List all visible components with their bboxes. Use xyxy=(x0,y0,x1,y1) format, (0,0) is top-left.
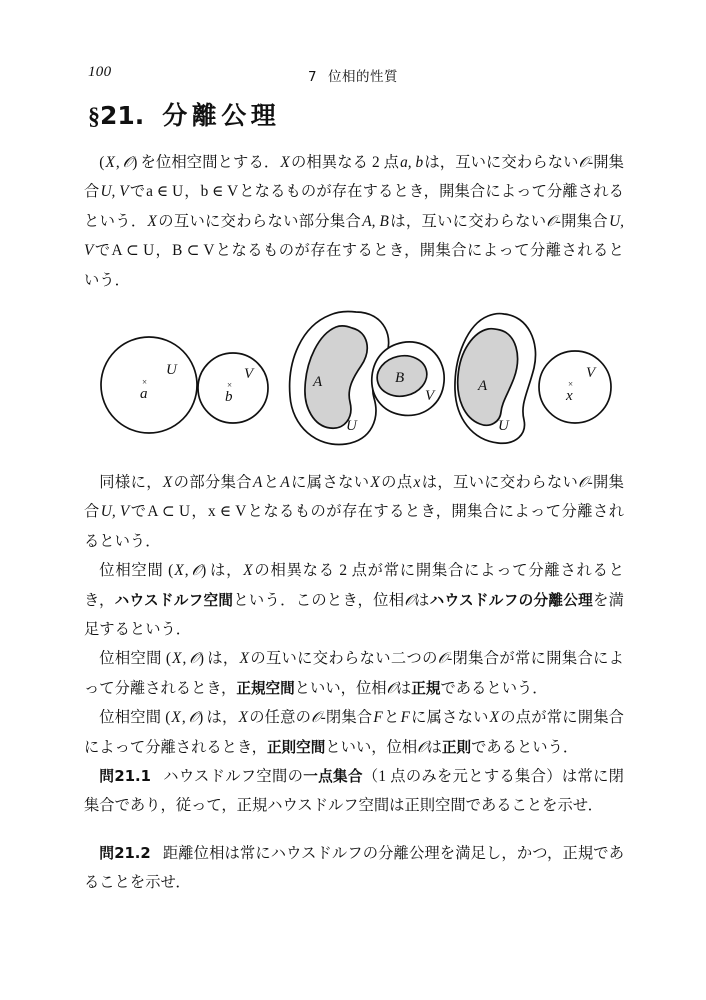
term-normal: 正規 xyxy=(411,679,441,697)
math-O-4: 𝒪 xyxy=(578,474,588,491)
p2-t7: -開集合 xyxy=(84,474,624,521)
math-UV-1: U, V xyxy=(100,183,129,201)
paragraph-block-definitions xyxy=(84,148,624,295)
math-F-1: F xyxy=(373,709,383,727)
math-X-9: X xyxy=(239,650,249,668)
math-UV-2: U, V xyxy=(84,212,624,260)
math-F-2: F xyxy=(400,709,410,727)
term-normal-space: 正規空間 xyxy=(236,679,295,697)
p1-t11: で xyxy=(94,242,111,260)
math-x-1: x xyxy=(413,474,421,491)
problem-1-text-b: （1 点のみを元とする集合）は常に閉集合であり，従って，正規ハウスドルフ空間は正則空間であることを示せ． xyxy=(84,768,624,815)
chapter-heading xyxy=(88,65,618,85)
math-b-in-V: b ∈ V xyxy=(200,183,239,201)
chapter-number: 7 xyxy=(307,69,318,85)
p5-t7: の点が常に開集合によって分離されるとき， xyxy=(84,709,624,756)
math-X-5: X xyxy=(370,474,380,491)
paragraph-3-hausdorff: 位相空間 (X, 𝒪) は，Xの相異なる 2 点が常に開集合によって分離されるとき，ハウスドルフ空間という．このとき，位相𝒪はハウスドルフの分離公理を満足するという． xyxy=(84,562,624,639)
p1-t7: となるものが存在するとき，開集合によって分離されるという． xyxy=(84,183,624,230)
math-A-4: A xyxy=(252,474,263,491)
label-a-point: a xyxy=(140,386,148,402)
math-O-10: 𝒪 xyxy=(188,709,199,727)
p4-t2: は， xyxy=(206,650,239,668)
math-O-8: 𝒪 xyxy=(437,650,448,668)
math-O-9: 𝒪 xyxy=(386,679,396,697)
p5-t9: は xyxy=(426,738,442,756)
p2-t9: となるものが存在するとき，開集合によって分離されるという． xyxy=(84,503,624,550)
label-B-panel2: B xyxy=(395,370,405,386)
p1-t12: となるものが存在するとき，開集合によって分離されるという． xyxy=(84,242,624,289)
paragraph-block-spaces xyxy=(84,468,624,762)
section-number: 21. xyxy=(100,101,145,130)
p1-t1: を位相空間とする． xyxy=(140,154,280,171)
paragraph-2 xyxy=(84,468,624,556)
p5-t1: 位相空間 ( xyxy=(99,709,171,727)
math-A-sub-U-2: A ⊂ U xyxy=(147,503,190,521)
math-X-7: X xyxy=(243,562,253,580)
p5-t5: と xyxy=(383,709,400,727)
section-name: 分離公理 xyxy=(162,101,281,130)
math-ab: a, b xyxy=(400,154,424,171)
p1-t9: は，互いに交わらない xyxy=(389,212,547,230)
p5-t4: -閉集合 xyxy=(320,709,373,727)
p2-t1: 同様に， xyxy=(99,474,162,491)
p1-t6b: ， xyxy=(155,242,172,260)
label-A-panel2: A xyxy=(313,374,323,390)
p1-t6: ， xyxy=(184,183,200,201)
math-X-4: X xyxy=(162,474,173,491)
paragraph-4-normal: 位相空間 (X, 𝒪) は，Xの互いに交わらない二つの𝒪-閉集合が常に開集合によって分離されるとき，正規空間といい，位相𝒪は正規であるという． xyxy=(84,650,624,697)
figure-panel-points xyxy=(101,337,268,433)
p4-t6: は xyxy=(395,679,412,697)
problem-1-text-a: ハウスドルフ空間の xyxy=(162,768,304,785)
label-V-panel1: V xyxy=(244,366,254,382)
p4-t1: 位相空間 ( xyxy=(99,650,171,668)
p2-t8: で xyxy=(130,503,147,521)
problem-label-2: 問 xyxy=(99,844,115,862)
running-head xyxy=(88,64,618,86)
problem-21-1 xyxy=(84,762,624,821)
term-regular: 正則 xyxy=(441,738,472,756)
label-x-point: x xyxy=(566,388,573,404)
p3-t5: は xyxy=(413,591,430,609)
term-hausdorff-space: ハウスドルフ空間 xyxy=(114,591,234,609)
paragraph-5-regular: 位相空間 (X, 𝒪) は，Xの任意の𝒪-閉集合FとFに属さないXの点が常に開集合によって分離されるとき，正則空間といい，位相𝒪は正則であるという． xyxy=(84,709,624,756)
math-O-7: 𝒪 xyxy=(189,650,199,668)
page-number: 100 xyxy=(88,64,112,80)
math-X-10: X xyxy=(171,709,181,727)
mark-b-cross: × xyxy=(227,380,233,390)
label-b-point: b xyxy=(225,389,233,405)
math-X-12: X xyxy=(489,709,500,727)
math-A-sub-U: A ⊂ U xyxy=(111,242,155,260)
math-O-6: 𝒪 xyxy=(404,591,414,609)
math-X-1: X xyxy=(105,154,115,171)
label-V-panel3: V xyxy=(586,365,596,381)
math-O-3: 𝒪 xyxy=(546,212,556,230)
math-X-11: X xyxy=(238,709,248,727)
math-O-11: 𝒪 xyxy=(311,709,321,727)
math-O-12: 𝒪 xyxy=(417,738,427,756)
term-hausdorff-axiom: ハウスドルフの分離公理 xyxy=(429,591,594,609)
math-O-2: 𝒪 xyxy=(578,154,589,171)
math-A-5: A xyxy=(280,474,290,491)
p4-t3: の互いに交わらない二つの xyxy=(250,650,438,668)
section-sign: § xyxy=(88,104,100,130)
math-a-in-U: a ∈ U xyxy=(146,183,184,201)
math-X-6: X xyxy=(174,562,184,580)
p2-t3: と xyxy=(263,474,280,491)
p1-t10: -開集合 xyxy=(555,212,609,230)
label-V-panel2: V xyxy=(425,388,435,404)
figure-panel-set-point xyxy=(455,314,611,444)
label-U-panel3: U xyxy=(498,418,509,434)
p3-t6: を満足するという． xyxy=(84,591,624,639)
math-B-sub-V: B ⊂ V xyxy=(172,242,215,260)
p2-t5: の点 xyxy=(380,474,413,491)
p5-t6: に属さない xyxy=(410,709,489,727)
circle-V-panel1 xyxy=(198,353,268,423)
p4-t4: -閉集合が常に開集合によって分離されるとき， xyxy=(84,650,624,697)
math-X-2: X xyxy=(280,154,290,171)
p2-t2: の部分集合 xyxy=(173,474,252,491)
problem-number-2: 21.2 xyxy=(114,844,151,862)
math-UV-3: U, V xyxy=(100,503,130,521)
label-U-panel1: U xyxy=(166,362,177,378)
math-AB: A, B xyxy=(362,212,389,230)
mark-x-cross: × xyxy=(568,379,574,389)
separation-diagram xyxy=(84,298,629,458)
problem-block xyxy=(84,762,624,898)
p5-t3: の任意の xyxy=(249,709,312,727)
chapter-title: 位相的性質 xyxy=(328,69,399,85)
figure-panel-sets xyxy=(290,311,445,444)
p3-t1: 位相空間 ( xyxy=(99,562,174,580)
label-U-panel2: U xyxy=(346,418,357,434)
math-X-8: X xyxy=(172,650,182,668)
term-regular-space: 正則空間 xyxy=(266,738,326,756)
label-A-panel3: A xyxy=(478,378,488,394)
math-O-1: 𝒪 xyxy=(122,154,133,171)
p2-t6: は，互いに交わらない xyxy=(421,474,579,491)
p5-t2: は， xyxy=(206,709,238,727)
p1-t2: の相異なる 2 点 xyxy=(290,154,400,171)
p3-t3: の相異なる 2 点が常に開集合によって分離されるとき， xyxy=(84,562,624,609)
p1-t3: は，互いに交わらない xyxy=(424,154,579,171)
term-singleton-set: 一点集合 xyxy=(303,768,363,785)
math-x-in-V: x ∈ V xyxy=(207,503,247,521)
problem-2-text-a: 距離位相は常にハウスドルフの分離公理を満足し，かつ，正規であることを示せ． xyxy=(84,844,624,892)
p3-t4: という．このとき，位相 xyxy=(233,591,405,609)
p1-t4: -開集合 xyxy=(84,154,624,201)
p4-t7: であるという． xyxy=(440,679,548,697)
p5-t10: であるという． xyxy=(471,738,579,756)
math-O-5: 𝒪 xyxy=(191,562,202,580)
p2-t6b: ， xyxy=(190,503,208,521)
p2-t4: に属さない xyxy=(290,474,370,491)
p1-t5: で xyxy=(129,183,146,201)
p4-t5: といい，位相 xyxy=(294,679,387,697)
p5-t8: といい，位相 xyxy=(325,738,418,756)
circle-V-panel3 xyxy=(539,351,611,423)
mark-a-cross: × xyxy=(142,377,148,387)
section-title xyxy=(88,96,280,132)
paragraph-1: (X, 𝒪) を位相空間とする．Xの相異なる 2 点a, bは，互いに交わらない𝒪-開集合U, Vでa ∈ U，b ∈ Vとなるものが存在するとき，開集合によって分離されるという．Xの互いに交わらない部分集合A, Bは，互いに交わらない𝒪-開集合U, VでA ⊂ U，B ⊂ Vとなるものが存在するとき，開集合によって分離されるという． xyxy=(84,154,624,289)
p1-t8: の互いに交わらない部分集合 xyxy=(157,212,362,230)
problem-label-1: 問 xyxy=(99,768,115,785)
math-X-3: X xyxy=(147,212,157,230)
problem-21-2 xyxy=(84,839,624,898)
problem-number-1: 21.1 xyxy=(114,768,151,785)
circle-U-panel1 xyxy=(101,337,197,433)
p3-t2: は， xyxy=(209,562,243,580)
